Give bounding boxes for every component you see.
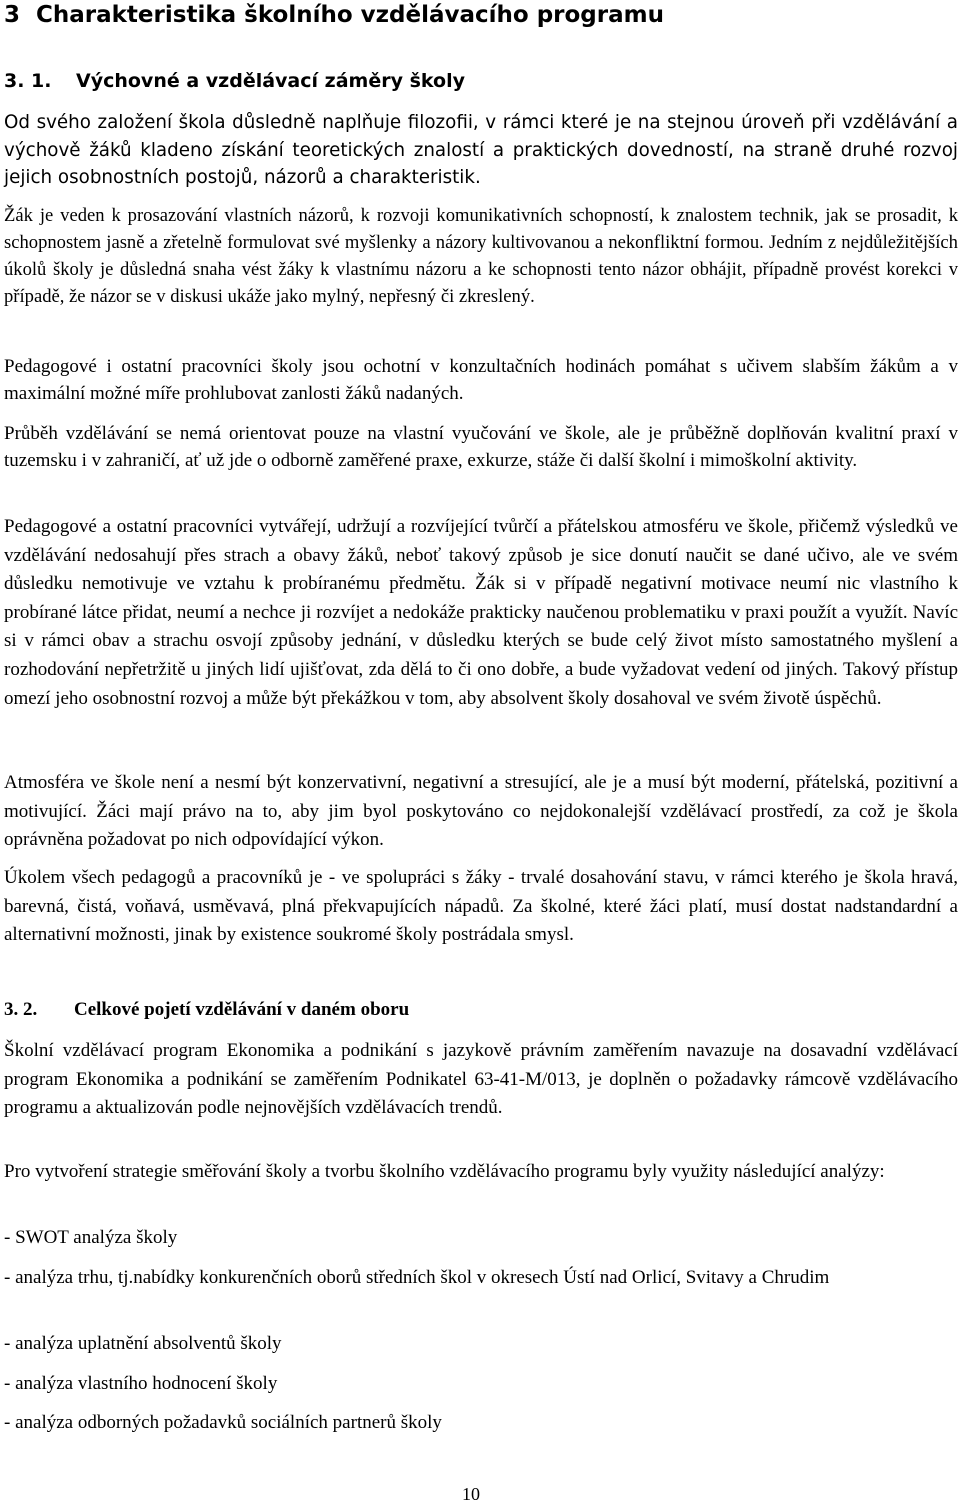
list-item: - analýza uplatnění absolventů školy: [4, 1333, 282, 1354]
paragraph: Atmosféra ve škole není a nesmí být konzervativní, negativní a stresující, ale je a musí být moderní, přátelská, pozitivní a motivující. Žáci mají právo na to, aby jim byol poskytováno co nejdokonalejší vzdělávací prostředí, za což je škola oprávněna požadovat po nich odpovídající výkon.: [4, 772, 958, 850]
section-2-heading: [4, 999, 409, 1021]
section-1-heading: [4, 70, 465, 92]
list-item: - analýza trhu, tj.nabídky konkurenčních oborů středních škol v okresech Ústí nad Orlicí, Svitavy a Chrudim: [4, 1267, 830, 1288]
paragraph: Žák je veden k prosazování vlastních názorů, k rozvoji komunikativních schopností, k znalostem technik, jak se prosadit, k schopnostem jasně a zřetelně formulovat své myšlenky a názory kultivovanou a nekonfliktní formou. Jedním z nejdůležitějších úkolů školy je důsledná snaha vést žáky k vlastnímu názoru a ke schopnosti tento názor obhájit, případně provést korekci v případě, že názor se v diskusi ukáže jako mylný, nepřesný či zkreslený.: [4, 205, 958, 307]
list-item: - SWOT analýza školy: [4, 1227, 178, 1248]
list-item: - analýza odborných požadavků sociálních partnerů školy: [4, 1412, 442, 1433]
section-2-number: 3. 2.: [4, 999, 38, 1020]
section-2-title: Celkové pojetí vzdělávání v daném oboru: [74, 999, 410, 1020]
paragraph: Úkolem všech pedagogů a pracovníků je - ve spolupráci s žáky - trvalé dosahování stavu, v rámci kterého je škola hravá, barevná, čistá, voňavá, usměvavá, plná překvapujících nápadů. Za školné, které žáci platí, musí dostat nadstandardní a alternativní možnosti, jinak by existence soukromé školy postrádala smysl.: [4, 867, 958, 945]
chapter-title: Charakteristika školního vzdělávacího programu: [36, 2, 664, 28]
chapter-heading: [4, 2, 664, 28]
paragraph: Pedagogové a ostatní pracovníci vytvářejí, udržují a rozvíjející tvůrčí a přátelskou atmosféru ve škole, přičemž výsledků ve vzdělávání nedosahují přes strach a obavy žáků, neboť takový způsob je sice donutí naučit se dané učivo, ale ve svém důsledku nemotivuje ve vztahu k probíranému předmětu. Žák si v případě negativní motivace neumí nic vlastního k probírané látce přidat, neumí a nechce ji rozvíjet a nedokáže prakticky naučenou problematiku v praxi použít a využít. Navíc si v rámci obav a strachu osvojí způsoby jednání, v důsledku kterých se bude celý život místo samostatného myšlení a rozhodování nepřetržitě u jiných lidí ujišťovat, zda dělá to či ono dobře, a bude vyžadovat vedení od jiných. Takový přístup omezí jeho osobnostní rozvoj a může být překážkou v tom, aby absolvent školy dosahoval ve svém životě úspěchů.: [4, 516, 958, 709]
section-1-title: Výchovné a vzdělávací záměry školy: [76, 70, 465, 92]
paragraph: Od svého založení škola důsledně naplňuje filozofii, v rámci které je na stejnou úroveň při vzdělávání a výchově žáků kladeno získání teoretických znalostí a praktických dovedností, na straně druhé rozvoj jejich osobnostních postojů, názorů a charakteristik.: [4, 112, 958, 188]
paragraph: Pedagogové i ostatní pracovníci školy jsou ochotní v konzultačních hodinách pomáhat s učivem slabším žákům a v maximální možné míře prohlubovat zanlosti žáků nadaných.: [4, 356, 958, 404]
paragraph: Školní vzdělávací program Ekonomika a podnikání s jazykově právním zaměřením navazuje na dosavadní vzdělávací program Ekonomika a podnikání se zaměřením Podnikatel 63-41-M/013, je doplněn o požadavky rámcově vzdělávacího programu a aktualizován podle nejnovějších vzdělávacích trendů.: [4, 1040, 958, 1119]
list-item: - analýza vlastního hodnocení školy: [4, 1373, 278, 1394]
page-number: 10: [462, 1484, 480, 1504]
section-1-number: 3. 1.: [4, 70, 52, 92]
paragraph: Průběh vzdělávání se nemá orientovat pouze na vlastní vyučování ve škole, ale je průběžně doplňován kvalitní praxí v tuzemsku i v zahraničí, ať už jde o odborně zaměřené praxe, exkurze, stáže či další školní i mimoškolní aktivity.: [4, 423, 958, 471]
paragraph: Pro vytvoření strategie směřování školy a tvorbu školního vzdělávacího programu byly využity následující analýzy:: [4, 1161, 885, 1182]
chapter-number: 3: [4, 2, 21, 28]
